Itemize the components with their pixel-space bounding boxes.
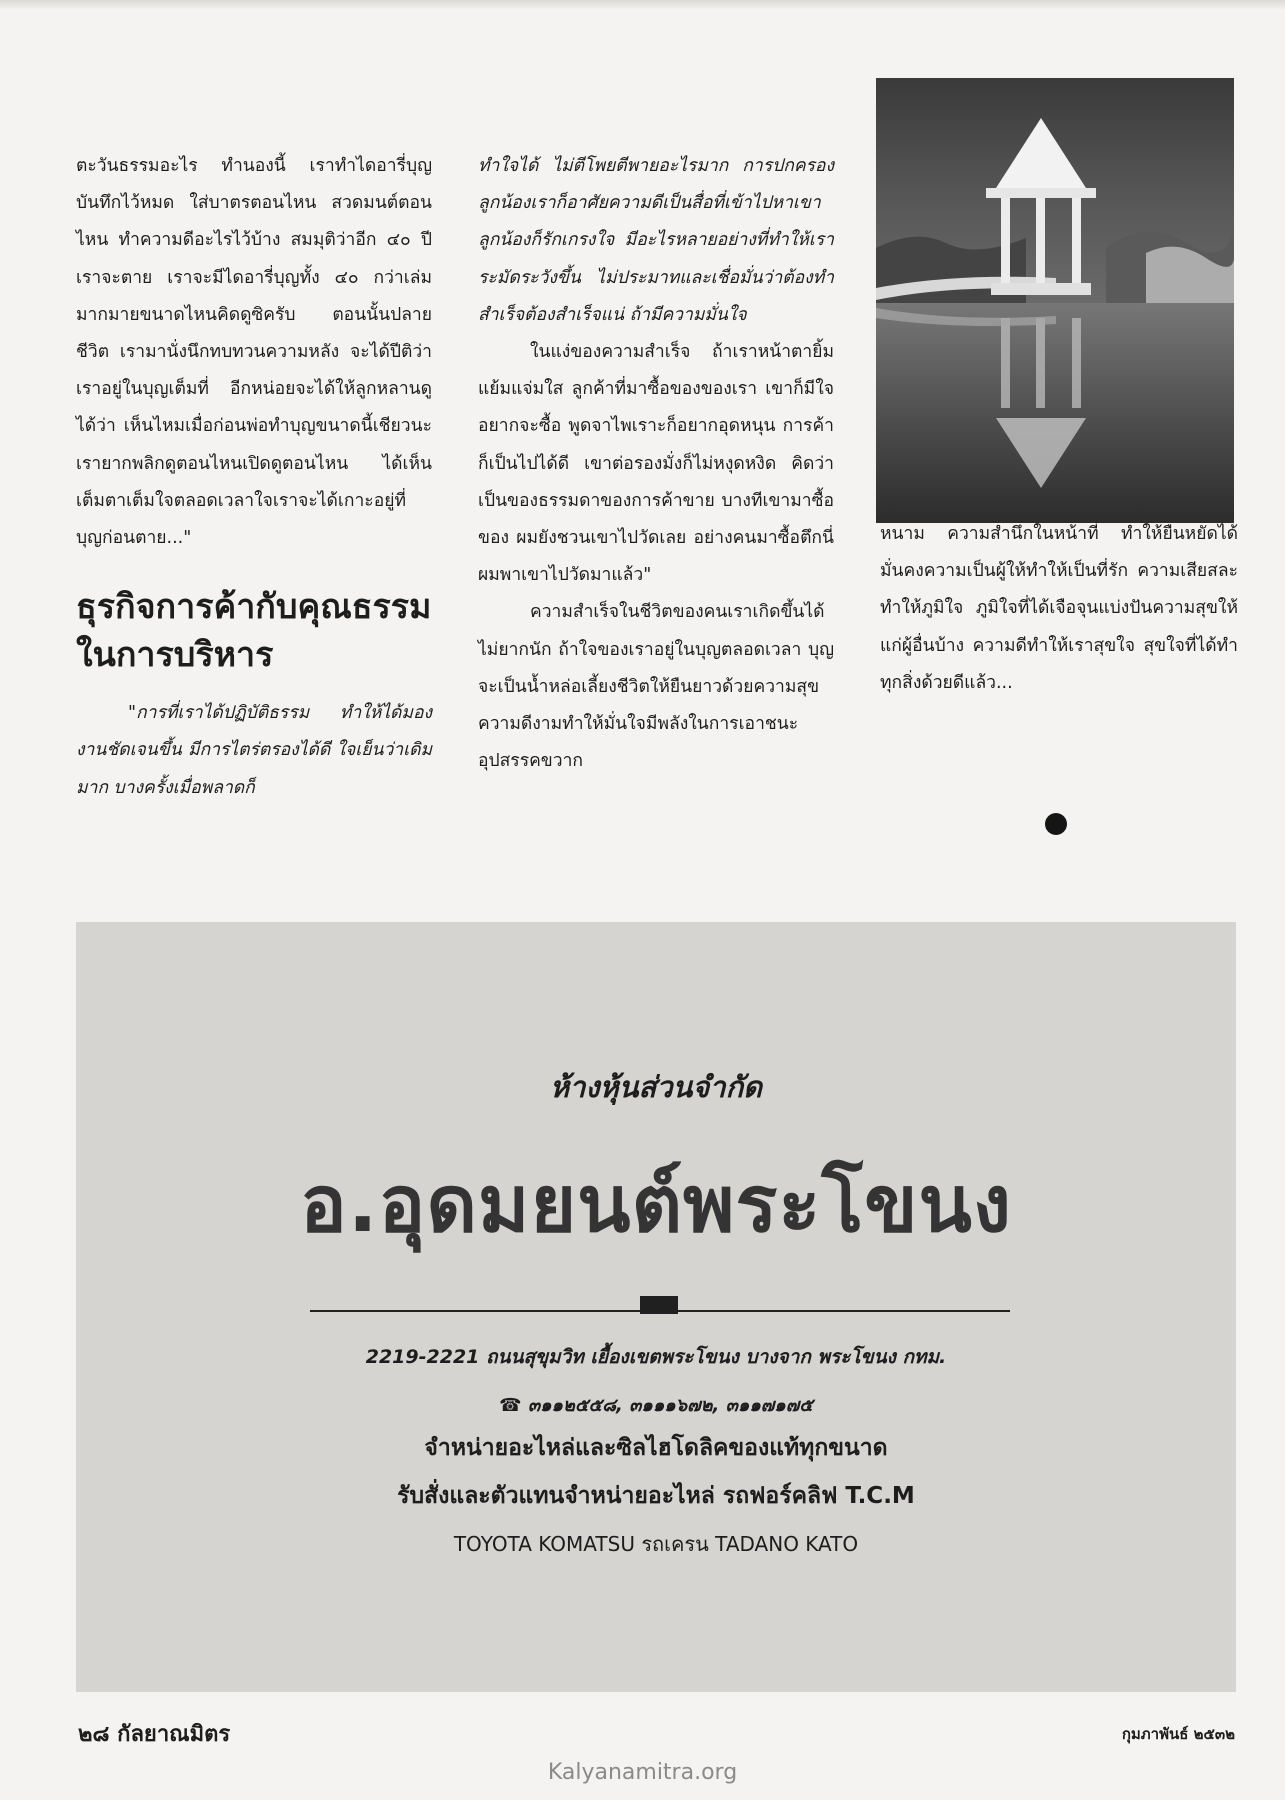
- source-watermark: Kalyanamitra.org: [547, 1760, 738, 1785]
- paragraph: หนาม ความสำนึกในหน้าที่ ทำให้ยืนหยัดได้มั่นคงความเป็นผู้ให้ทำให้เป็นที่รัก ความเสียสละทำให้ภูมิใจ ภูมิใจที่ได้เจือจุนแบ่งปันความสุขให้แก่ผู้อื่นบ้าง ความดีทำให้เราสุขใจ สุขใจที่ได้ทำทุกสิ่งด้วยดีแล้ว...: [880, 524, 1238, 693]
- ad-dealer-line: รับสั่งและตัวแทนจำหน่ายอะไหล่ รถฟอร์คลิฟ T.C.M: [397, 1483, 915, 1509]
- paragraph: ในแง่ของความสำเร็จ ถ้าเราหน้าตายิ้มแย้มแจ่มใส ลูกค้าที่มาซื้อของของเรา เขาก็มีใจอยากจะซื้อ พูดจาไพเราะก็อยากอุดหนุน การค้าก็เป็นไปได้ดี เขาต่อรองมั่งก็ไม่หงุดหงิด คิดว่าเป็นของธรรมดาของการค้าขาย บางทีเขามาซื้อของ ผมยังชวนเขาไปวัดเลย อย่างคนมาซื้อตึกนี่ ผมพาเขาไปวัดมาแล้ว": [478, 342, 834, 586]
- quote-paragraph: ทำใจได้ ไม่ตีโพยตีพายอะไรมาก การปกครองลูกน้องเราก็อาศัยความดีเป็นสื่อที่เข้าไปหาเขา ลูกน้องก็รักเกรงใจ มีอะไรหลายอย่างที่ทำให้เราระมัดระวังขึ้น ไม่ประมาทและเชื่อมั่นว่าต้องทำสำเร็จต้องสำเร็จแน่ ถ้ามีความมั่นใจ: [478, 156, 834, 325]
- pavilion-lake-photo: [876, 78, 1234, 523]
- ad-brands: TOYOTA KOMATSU รถเครน TADANO KATO: [453, 1532, 859, 1556]
- ad-phone-line: [76, 1390, 1236, 1419]
- ad-company-type: ห้างหุ้นส่วนจำกัด: [550, 1070, 762, 1104]
- ad-address: 2219-2221 ถนนสุขุมวิท เยื้องเขตพระโขนง บางจาก พระโขนง กทม.: [365, 1346, 947, 1368]
- issue-date: กุมภาพันธ์ ๒๕๓๒: [1121, 1725, 1235, 1743]
- ad-products-line: จำหน่ายอะไหล่และซิลไฮโดลิคของแท้ทุกขนาด: [424, 1435, 888, 1461]
- ad-company-name: อ.อุดมยนต์พระโขนง: [300, 1160, 1012, 1250]
- phone-icon: ☎: [499, 1395, 522, 1416]
- article-end-icon: [1045, 813, 1067, 835]
- quote-paragraph: "การที่เราได้ปฏิบัติธรรม ทำให้ได้มองงานชัดเจนขึ้น มีการไตร่ตรองได้ดี ใจเย็นว่าเดิมมาก บางครั้งเมื่อพลาดก็: [76, 703, 432, 798]
- article-column-1: [76, 148, 432, 807]
- advertisement: [76, 922, 1236, 1692]
- page-edge: [0, 0, 1285, 10]
- ad-divider-block: [640, 1296, 678, 1314]
- paragraph: ความสำเร็จในชีวิตของคนเราเกิดขึ้นได้ไม่ยากนัก ถ้าใจของเราอยู่ในบุญตลอดเวลา บุญจะเป็นน้ำหล่อเลี้ยงชีวิตให้ยืนยาวด้วยความสุข ความดีงามทำให้มั่นใจมีพลังในการเอาชนะอุปสรรคขวาก: [478, 602, 834, 772]
- photo-illustration: [876, 78, 1234, 523]
- article-column-2: [478, 148, 834, 780]
- page-number-magazine: ๒๘ กัลยาณมิตร: [78, 1722, 231, 1747]
- article-column-3: [880, 516, 1238, 702]
- paragraph: ตะวันธรรมอะไร ทำนองนี้ เราทำไดอารี่บุญบันทึกไว้หมด ใส่บาตรตอนไหน สวดมนต์ตอนไหน ทำความดีอะไรไว้บ้าง สมมุติว่าอีก ๔๐ ปีเราจะตาย เราจะมีไดอารี่บุญทั้ง ๔๐ กว่าเล่ม มากมายขนาดไหนคิดดูซิครับ ตอนนั้นปลายชีวิต เรามานั่งนึกทบทวนความหลัง จะได้ปีติว่าเราอยู่ในบุญเต็มที่ อีกหน่อยจะได้ให้ลูกหลานดูได้ว่า เห็นไหมเมื่อก่อนพ่อทำบุญขนาดนี้เชียวนะ เรายากพลิกดูตอนไหนเปิดดูตอนไหน ได้เห็นเต็มตาเต็มใจตลอดเวลาใจเราจะได้เกาะอยู่ที่บุญก่อนตาย...": [76, 156, 432, 549]
- section-heading: ธุรกิจการค้ากับคุณธรรมในการบริหาร: [76, 587, 432, 676]
- ad-phones: ๓๑๑๒๕๕๘, ๓๑๑๑๖๗๒, ๓๑๑๗๑๗๕: [527, 1395, 813, 1416]
